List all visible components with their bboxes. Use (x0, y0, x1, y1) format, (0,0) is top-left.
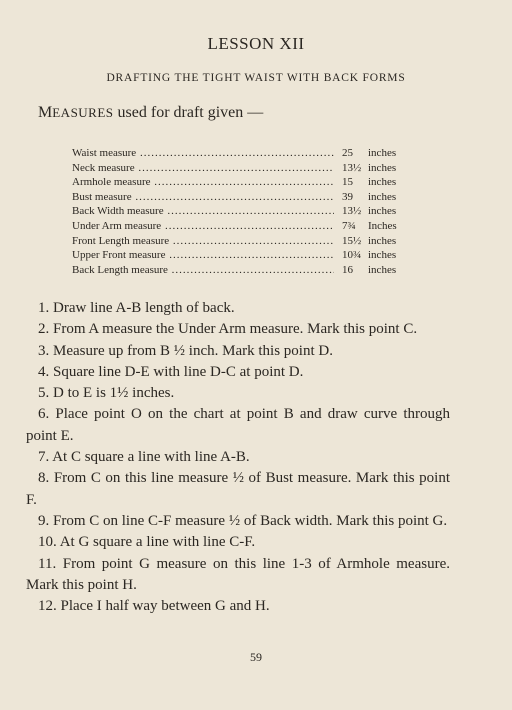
step-text: At C square a line with line A-B. (52, 449, 250, 466)
measurement-value: 10¾ (342, 248, 374, 263)
measurement-label: Back Width measure ..... (72, 204, 334, 219)
step-10 (26, 532, 450, 553)
step-text: Square line D-E with line D-C at point D. (53, 363, 304, 380)
step-text: From C on this line measure ½ of Bust measure. Mark this point F. (26, 470, 451, 508)
step-text: From point G measure on this line 1-3 of Armhole measure. Mark this point H. (26, 555, 450, 593)
step-number: 3. (38, 342, 50, 359)
measurement-unit: inches (368, 205, 397, 218)
step-6 (26, 404, 450, 447)
measurement-label: Upper Front measure ..... (72, 248, 334, 263)
measurement-unit: Inches (368, 219, 397, 232)
step-number: 2. (38, 321, 50, 338)
measurement-value: 15½ (342, 234, 374, 249)
measurement-unit: inches (368, 234, 397, 247)
measures-heading (38, 104, 263, 122)
step-number: 11. (38, 555, 57, 572)
measurement-unit: inches (368, 147, 397, 159)
step-number: 8. (38, 470, 50, 487)
lesson-title: LESSON XII (207, 34, 305, 53)
step-number: 7. (38, 449, 50, 466)
measurement-unit: inches (368, 176, 397, 189)
measures-heading-smallcaps: EASURES (52, 105, 114, 120)
measurement-unit: inches (368, 263, 397, 276)
measurement-row (72, 146, 412, 161)
measurement-row (72, 190, 412, 205)
measurement-label: Back Length measure ..... (72, 263, 334, 278)
step-text: Draw line A-B length of back. (53, 300, 235, 316)
measurement-value: 7¾ (342, 219, 374, 234)
step-8 (26, 468, 450, 511)
step-number: 1. (38, 300, 50, 316)
step-9 (26, 511, 450, 532)
measurement-label: Armhole measure ..... (72, 175, 334, 190)
step-4 (26, 362, 450, 383)
measurement-value: 25 (342, 146, 374, 161)
measurement-value: 13½ (342, 161, 374, 176)
step-number: 12. (38, 598, 57, 615)
step-text: Place point O on the chart at point B and draw curve through point E. (26, 406, 450, 444)
measurement-label: Under Arm measure ..... (72, 219, 334, 234)
measurement-value: 39 (342, 190, 374, 205)
measurement-value: 15 (342, 175, 374, 190)
measurements-table (72, 146, 412, 277)
step-12 (26, 596, 450, 617)
measurement-row (72, 219, 412, 234)
measurement-row (72, 204, 412, 219)
measurement-row (72, 248, 412, 263)
measurement-label: Bust measure ..... (72, 190, 334, 205)
measurement-row (72, 175, 412, 190)
measurement-label: Waist measure ..... (72, 146, 334, 161)
step-text: From C on line C-F measure ½ of Back width. Mark this point G. (53, 512, 448, 529)
page-number: 59 (250, 650, 262, 664)
step-3 (26, 341, 450, 362)
measurement-row (72, 234, 412, 249)
step-number: 9. (38, 512, 50, 529)
step-text: Place I half way between G and H. (60, 598, 270, 615)
measures-heading-initial: M (38, 104, 53, 121)
step-text: D to E is 1½ inches. (53, 385, 175, 402)
measurement-value: 16 (342, 263, 374, 278)
measurement-row (72, 161, 412, 176)
measurement-unit: inches (368, 249, 397, 262)
measurement-value: 13½ (342, 204, 374, 219)
step-number: 4. (38, 363, 50, 380)
step-7 (26, 447, 450, 468)
step-text: From A measure the Under Arm measure. Mark this point C. (53, 321, 418, 338)
step-2 (26, 319, 450, 340)
measurement-unit: inches (368, 190, 397, 203)
drafting-steps (26, 298, 450, 617)
step-number: 5. (38, 385, 50, 402)
measures-heading-tail: used for draft given — (113, 104, 264, 121)
measurement-label: Front Length measure ..... (72, 234, 334, 249)
step-text: Measure up from B ½ inch. Mark this point D. (53, 342, 333, 359)
measurement-row (72, 263, 412, 278)
measurement-unit: inches (368, 161, 397, 174)
step-5 (26, 383, 450, 404)
measurement-label: Neck measure ..... (72, 161, 334, 176)
step-1 (26, 298, 450, 319)
section-title: DRAFTING THE TIGHT WAIST WITH BACK FORMS (106, 72, 406, 84)
step-number: 6. (38, 406, 50, 423)
step-number: 10. (38, 534, 57, 551)
step-11 (26, 554, 450, 597)
step-text: At G square a line with line C-F. (59, 534, 256, 551)
